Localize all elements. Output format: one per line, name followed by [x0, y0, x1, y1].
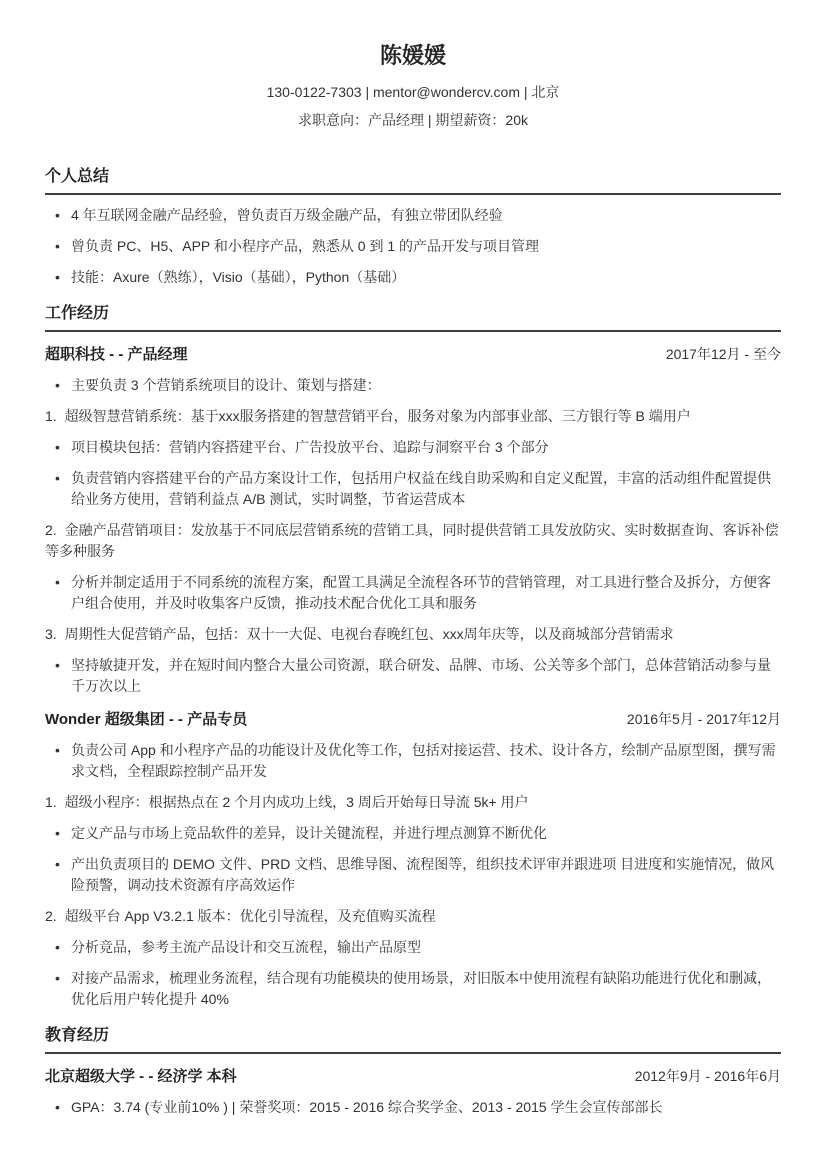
bullet-icon: • [55, 824, 60, 841]
item-text: 项目模块包括：营销内容搭建平台、广告投放平台、追踪与洞察平台 3 个部分 [71, 438, 549, 455]
bullet-icon: • [55, 855, 60, 872]
entry-header [45, 1066, 781, 1087]
item-text: 周期性大促营销产品，包括：双十一大促、电视台春晚红包、xxx周年庆等，以及商城部分营销需求 [64, 625, 674, 642]
list-item [45, 968, 781, 1010]
numbered-item [45, 792, 781, 813]
entry-header [45, 709, 781, 730]
objective-line: 求职意向：产品经理 | 期望薪资：20k [298, 111, 528, 128]
item-text: 分析并制定适用于不同系统的流程方案，配置工具满足全流程各环节的营销管理，对工具进行整合及拆分，方便客户组合使用，并及时收集客户反馈，推动技术配合优化工具和服务 [71, 573, 771, 611]
section-entries [45, 205, 781, 288]
list-item [45, 937, 781, 958]
numbered-item [45, 906, 781, 927]
candidate-name: 陈媛媛 [379, 43, 446, 68]
item-text: 超级智慧营销系统：基于xxx服务搭建的智慧营销平台，服务对象为内部事业部、三方银行等 B 端用户 [64, 407, 691, 424]
item-text: 超级平台 App V3.2.1 版本：优化引导流程，及充值购买流程 [64, 907, 436, 924]
entry-title: Wonder 超级集团 - - 产品专员 [45, 710, 248, 728]
item-text: 负责公司 App 和小程序产品的功能设计及优化等工作，包括对接运营、技术、设计各方，绘制产品原型图，撰写需求文档，全程跟踪控制产品开发 [71, 741, 776, 779]
numbered-item [45, 520, 781, 562]
entry-date: 2016年5月 - 2017年12月 [626, 710, 781, 727]
sections-container [45, 167, 781, 1119]
bullet-icon: • [55, 938, 60, 955]
bullet-icon: • [55, 268, 60, 285]
numbered-item [45, 624, 781, 645]
bullet-icon: • [55, 237, 60, 254]
list-item [45, 437, 781, 458]
section-title: 工作经历 [45, 304, 781, 332]
list-item [45, 205, 781, 226]
resume-entry [45, 1066, 781, 1118]
list-item [45, 655, 781, 697]
list-item [45, 823, 781, 844]
bullet-icon: • [55, 741, 60, 758]
item-text: 曾负责 PC、H5、APP 和小程序产品，熟悉从 0 到 1 的产品开发与项目管理 [71, 237, 540, 254]
entry-header [45, 344, 781, 365]
entry-date: 2012年9月 - 2016年6月 [634, 1068, 781, 1085]
list-item [45, 740, 781, 782]
bullet-icon: • [55, 438, 60, 455]
item-number: 3. [45, 625, 57, 642]
entry-date: 2017年12月 - 至今 [665, 345, 781, 362]
list-item [45, 854, 781, 896]
numbered-item [45, 406, 781, 427]
resume-entry [45, 344, 781, 697]
section-summary [45, 167, 781, 288]
contact-line: 130-0122-7303 | mentor@wondercv.com | 北京 [266, 83, 560, 100]
bullet-icon: • [55, 969, 60, 986]
item-text: 超级小程序：根据热点在 2 个月内成功上线，3 周后开始每日导流 5k+ 用户 [64, 793, 529, 810]
list-item [45, 375, 781, 396]
item-text: 产出负责项目的 DEMO 文件、PRD 文档、思维导图、流程图等，组织技术评审并跟进项 目进度和实施情况，做风险预警，调动技术资源有序高效运作 [71, 855, 775, 893]
section-education [45, 1026, 781, 1118]
item-text: 金融产品营销项目：发放基于不同底层营销系统的营销工具，同时提供营销工具发放防灾、实时数据查询、客诉补偿等多种服务 [45, 521, 779, 559]
list-item [45, 236, 781, 257]
bullet-icon: • [55, 1099, 60, 1116]
item-text: 负责营销内容搭建平台的产品方案设计工作，包括用户权益在线自助采购和自定义配置，丰富的活动组件配置提供给业务方使用，营销利益点 A/B 测试，实时调整，节省运营成本 [71, 469, 771, 507]
section-entries [45, 344, 781, 1010]
entry-title: 北京超级大学 - - 经济学 本科 [45, 1068, 237, 1086]
bullet-icon: • [55, 376, 60, 393]
list-item [45, 468, 781, 510]
item-number: 1. [45, 793, 57, 810]
bullet-icon: • [55, 573, 60, 590]
section-title: 个人总结 [45, 167, 781, 195]
list-item [45, 572, 781, 614]
item-number: 2. [45, 907, 57, 924]
section-work [45, 304, 781, 1010]
item-text: 定义产品与市场上竞品软件的差异，设计关键流程，并进行埋点测算不断优化 [71, 824, 547, 841]
resume-entry [45, 709, 781, 1010]
item-number: 2. [45, 521, 57, 538]
entry-items [45, 1097, 781, 1118]
item-text: 主要负责 3 个营销系统项目的设计、策划与搭建： [71, 376, 381, 393]
resume-header [45, 42, 781, 131]
resume-entry [45, 205, 781, 288]
bullet-icon: • [55, 469, 60, 486]
list-item [45, 267, 781, 288]
section-title: 教育经历 [45, 1026, 781, 1054]
item-number: 1. [45, 407, 57, 424]
entry-items [45, 740, 781, 1010]
item-text: 分析竞品，参考主流产品设计和交互流程，输出产品原型 [71, 938, 421, 955]
section-entries [45, 1066, 781, 1118]
item-text: 对接产品需求，梳理业务流程，结合现有功能模块的使用场景，对旧版本中使用流程有缺陷功能进行优化和删减，优化后用户转化提升 40% [71, 969, 771, 1007]
entry-title: 超职科技 - - 产品经理 [45, 345, 188, 363]
item-text: GPA：3.74 (专业前10% ) | 荣誉奖项：2015 - 2016 综合奖学金、2013 - 2015 学生会宣传部部长 [71, 1099, 663, 1116]
item-text: 4 年互联网金融产品经验，曾负责百万级金融产品，有独立带团队经验 [71, 206, 503, 223]
bullet-icon: • [55, 656, 60, 673]
item-text: 坚持敏捷开发，并在短时间内整合大量公司资源，联合研发、品牌、市场、公关等多个部门，总体营销活动参与量千万次以上 [71, 656, 771, 694]
item-text: 技能：Axure（熟练），Visio（基础），Python（基础） [71, 268, 406, 285]
entry-items [45, 375, 781, 697]
entry-items [45, 205, 781, 288]
bullet-icon: • [55, 206, 60, 223]
list-item [45, 1097, 781, 1118]
